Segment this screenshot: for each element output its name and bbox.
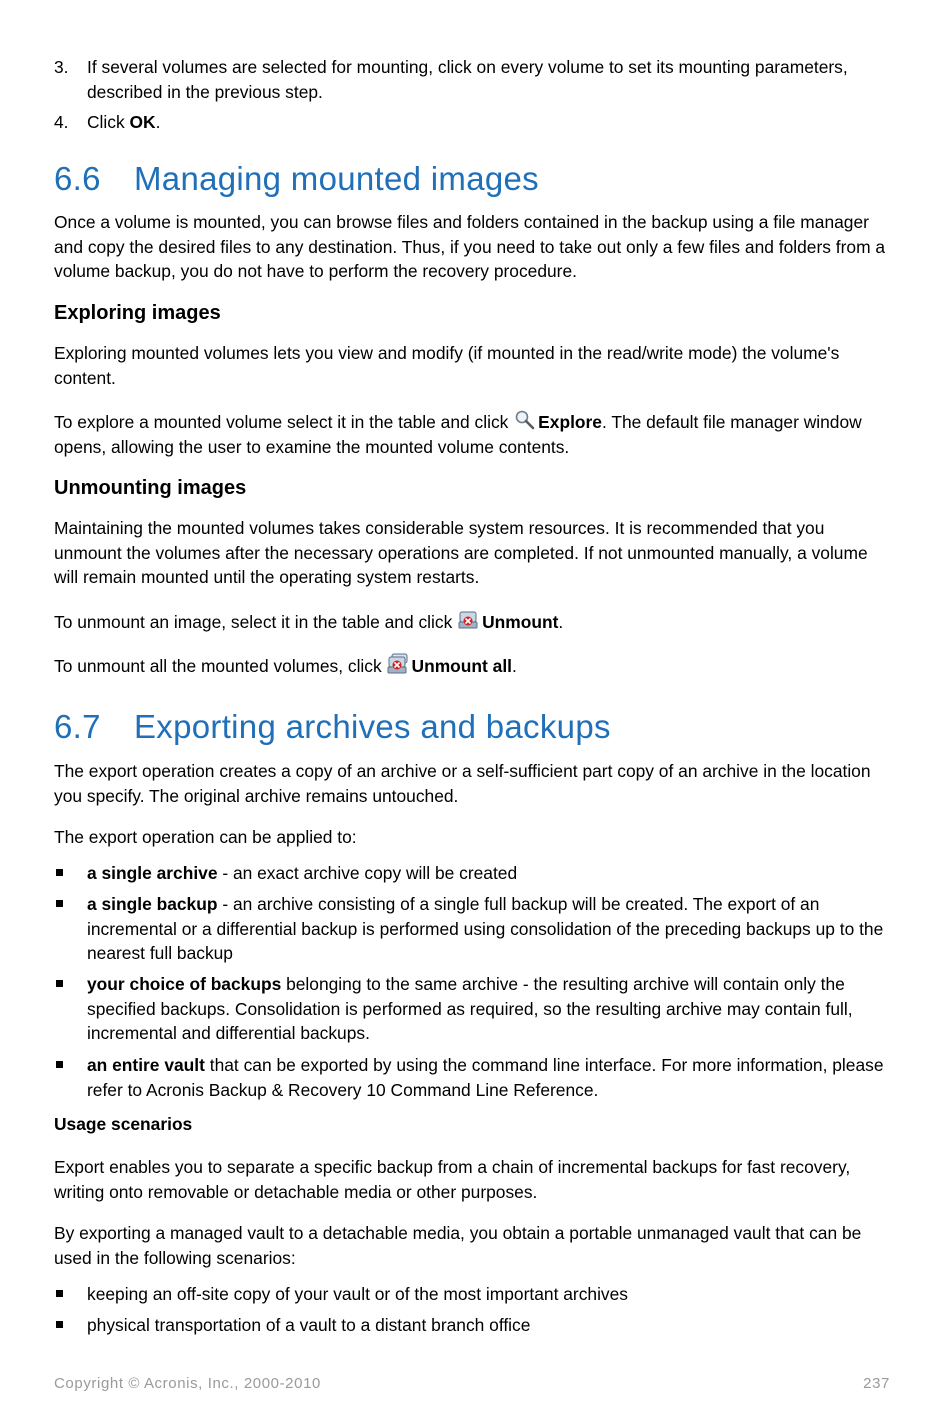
bullet-marker [56,900,63,907]
list-item: a single archive - an exact archive copy will be created [54,861,894,886]
bullet-marker [56,1061,63,1068]
bullet-marker [56,980,63,987]
unmount-all-icon [387,653,409,675]
bullet-marker [56,869,63,876]
unmounting-paragraph-1: Maintaining the mounted volumes takes considerable system resources. It is recommended that you unmount the volumes after the necessary operations are completed. If not unmounted manually, a volume will remain mounted until the operating system restarts. [54,518,868,587]
unmount-label: Unmount [482,612,559,632]
step-number: 4. [54,112,69,132]
section-number: 6.7 [54,708,101,745]
ok-label: OK [129,112,156,132]
unmounting-paragraph-2: To unmount an image, select it in the table and click Unmount. [54,609,894,635]
step-text: If several volumes are selected for mounting, click on every volume to set its mounting parameters, described in the previous step. [87,57,848,102]
section-number: 6.6 [54,160,101,197]
section-title: Exporting archives and backups [134,708,611,745]
usage-paragraph-1: Export enables you to separate a specific backup from a chain of incremental backups for fast recovery, writing onto removable or detachable media or other purposes. [54,1157,851,1202]
footer-copyright: Copyright © Acronis, Inc., 2000-2010 [54,1375,321,1392]
step-4: 4. Click OK. [54,110,894,135]
list-item: your choice of backups belonging to the same archive - the resulting archive will contain only the specified backups. Consolidation is performed as required, so the resulting archive may contain full, incremental and differential backups. [54,972,894,1046]
unmount-all-label: Unmount all [411,656,513,676]
section-6-6-intro: Once a volume is mounted, you can browse files and folders contained in the backup using a file manager and copy the desired files to any destination. Thus, if you need to take out only a few files and folders from a volume backup, you do not have to perform the recovery procedure. [54,212,886,281]
usage-paragraph-2: By exporting a managed vault to a detachable media, you obtain a portable unmanaged vault that can be used in the following scenarios: [54,1223,862,1268]
section-heading-6-7 [54,708,611,746]
unmounting-heading: Unmounting images [54,477,247,499]
exploring-paragraph-2: To explore a mounted volume select it in the table and click Explore. The default file manager window opens, allowing the user to examine the mounted volume contents. [54,409,894,459]
step-3 [54,55,894,104]
list-item: an entire vault that can be exported by using the command line interface. For more information, please refer to Acronis Backup & Recovery 10 Command Line Reference. [54,1053,894,1102]
bullet-marker [56,1290,63,1297]
section-title: Managing mounted images [134,160,539,197]
list-item: a single backup - an archive consisting of a single full backup will be created. The export of an incremental or a differential backup is performed using consolidation of the preceding backups up to the nearest full backup [54,892,894,966]
page-number: 237 [863,1375,890,1392]
step-number: 3. [54,57,69,77]
exploring-heading: Exploring images [54,302,221,324]
usage-scenarios-heading: Usage scenarios [54,1114,193,1134]
explore-label: Explore [538,412,602,432]
unmount-icon [457,609,479,631]
applied-to-paragraph: The export operation can be applied to: [54,827,357,847]
section-6-7-intro: The export operation creates a copy of an archive or a self-sufficient part copy of an archive in the location you specify. The original archive remains untouched. [54,761,871,806]
list-item: physical transportation of a vault to a distant branch office [54,1313,894,1338]
magnifier-icon [513,409,535,431]
bullet-marker [56,1321,63,1328]
list-item: keeping an off-site copy of your vault or of the most important archives [54,1282,894,1307]
step-text: Click [87,112,130,132]
unmounting-paragraph-3: To unmount all the mounted volumes, click Unmount all. [54,653,894,679]
section-heading-6-6 [54,160,539,198]
exploring-paragraph-1: Exploring mounted volumes lets you view and modify (if mounted in the read/write mode) the volume's content. [54,343,840,388]
